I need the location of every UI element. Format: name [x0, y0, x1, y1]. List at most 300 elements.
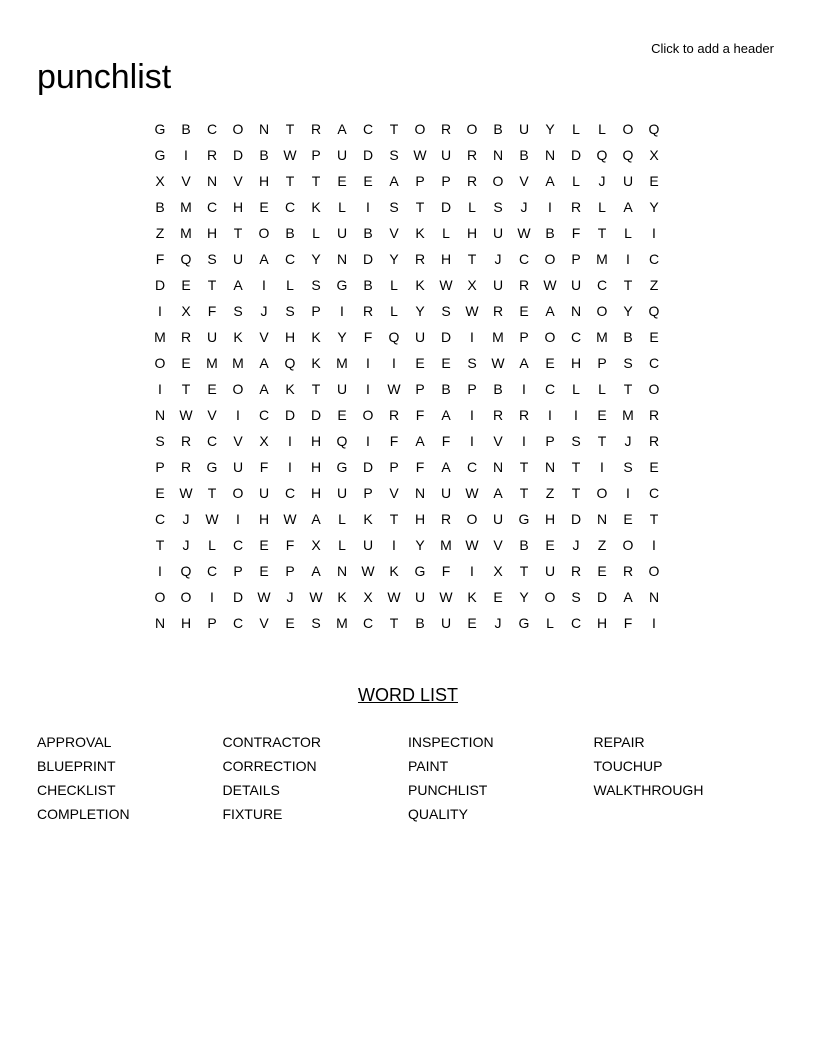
grid-letter: W — [309, 589, 323, 605]
grid-letter: O — [648, 563, 660, 579]
grid-letter: F — [441, 563, 451, 579]
grid-letter: N — [648, 589, 660, 605]
grid-letter: D — [284, 407, 296, 423]
grid-letter: P — [389, 459, 399, 475]
grid-letter: N — [154, 615, 166, 631]
grid-letter: S — [441, 303, 451, 319]
grid-letter: H — [544, 511, 556, 527]
grid-letter: J — [182, 537, 190, 553]
grid-letter: K — [311, 329, 321, 345]
grid-letter: C — [570, 329, 582, 345]
grid-letter: G — [414, 563, 426, 579]
grid-letter: M — [232, 355, 244, 371]
grid-letter: A — [623, 199, 633, 215]
grid-letter: R — [570, 199, 582, 215]
grid-letter: C — [206, 121, 218, 137]
grid-letter: A — [311, 511, 321, 527]
grid-letter: T — [311, 173, 321, 189]
grid-letter: C — [648, 355, 660, 371]
grid-letter: L — [572, 121, 580, 137]
grid-letter: T — [181, 381, 191, 397]
grid-letter: E — [441, 355, 451, 371]
grid-letter: B — [285, 225, 295, 241]
grid-letter: T — [571, 485, 581, 501]
grid-letter: M — [206, 355, 218, 371]
grid-letter: W — [439, 277, 453, 293]
grid-letter: U — [492, 511, 504, 527]
grid-letter: B — [363, 225, 373, 241]
grid-letter: Q — [648, 303, 660, 319]
grid-letter: N — [544, 147, 556, 163]
grid-letter: C — [570, 615, 582, 631]
grid-letter: E — [181, 277, 191, 293]
grid-letter: G — [518, 615, 530, 631]
grid-letter: W — [283, 147, 297, 163]
grid-letter: C — [206, 433, 218, 449]
grid-letter: O — [622, 537, 634, 553]
word-list-item: PUNCHLIST — [408, 782, 488, 798]
grid-letter: A — [311, 563, 321, 579]
document-title: punchlist — [37, 57, 172, 96]
grid-letter: E — [519, 303, 529, 319]
grid-letter: I — [652, 225, 656, 241]
grid-letter: B — [181, 121, 191, 137]
grid-letter: B — [155, 199, 165, 215]
grid-letter: U — [440, 615, 452, 631]
grid-letter: H — [206, 225, 218, 241]
grid-letter: V — [259, 329, 269, 345]
grid-letter: O — [466, 121, 478, 137]
grid-letter: C — [544, 381, 556, 397]
grid-letter: K — [337, 589, 347, 605]
grid-letter: D — [310, 407, 322, 423]
grid-letter: N — [492, 147, 504, 163]
grid-letter: D — [440, 329, 452, 345]
grid-letter: T — [389, 511, 399, 527]
grid-letter: N — [544, 459, 556, 475]
grid-letter: X — [311, 537, 321, 553]
grid-letter: U — [518, 121, 530, 137]
grid-letter: U — [622, 173, 634, 189]
grid-letter: D — [232, 147, 244, 163]
grid-letter: O — [154, 355, 166, 371]
grid-letter: A — [441, 459, 451, 475]
grid-letter: I — [470, 433, 474, 449]
grid-letter: Y — [545, 121, 555, 137]
grid-letter: V — [493, 433, 503, 449]
grid-letter: U — [258, 485, 270, 501]
grid-letter: I — [288, 433, 292, 449]
grid-letter: Q — [648, 121, 660, 137]
grid-letter: W — [205, 511, 219, 527]
grid-letter: S — [155, 433, 165, 449]
grid-letter: T — [389, 121, 399, 137]
grid-letter: U — [336, 225, 348, 241]
grid-letter: N — [570, 303, 582, 319]
grid-letter: J — [598, 173, 606, 189]
grid-letter: J — [494, 251, 502, 267]
grid-letter: F — [363, 329, 373, 345]
grid-letter: I — [366, 381, 370, 397]
grid-letter: P — [571, 251, 581, 267]
grid-letter: R — [414, 251, 426, 267]
grid-letter: R — [206, 147, 218, 163]
grid-letter: I — [548, 407, 552, 423]
grid-letter: N — [336, 251, 348, 267]
grid-letter: T — [597, 433, 607, 449]
grid-letter: Y — [415, 303, 425, 319]
grid-letter: U — [414, 329, 426, 345]
grid-letter: T — [519, 485, 529, 501]
grid-letter: M — [336, 615, 348, 631]
grid-letter: F — [155, 251, 165, 267]
grid-letter: V — [519, 173, 529, 189]
word-list-item: WALKTHROUGH — [593, 782, 704, 798]
grid-letter: B — [623, 329, 633, 345]
grid-letter: S — [493, 199, 503, 215]
grid-letter: C — [284, 251, 296, 267]
grid-letter: C — [362, 121, 374, 137]
grid-letter: U — [414, 589, 426, 605]
word-list-heading: WORD LIST — [357, 685, 458, 705]
grid-letter: F — [259, 459, 269, 475]
grid-letter: D — [596, 589, 608, 605]
grid-letter: F — [415, 407, 425, 423]
grid-letter: H — [180, 615, 192, 631]
grid-letter: T — [155, 537, 165, 553]
word-list-item: CHECKLIST — [37, 782, 116, 798]
grid-letter: O — [232, 485, 244, 501]
grid-letter: G — [206, 459, 218, 475]
grid-letter: I — [366, 199, 370, 215]
grid-letter: V — [389, 225, 399, 241]
grid-letter: D — [570, 147, 582, 163]
grid-letter: K — [311, 355, 321, 371]
grid-letter: R — [466, 147, 478, 163]
grid-letter: W — [361, 563, 375, 579]
grid-letter: X — [467, 277, 477, 293]
grid-letter: R — [466, 173, 478, 189]
grid-letter: W — [439, 589, 453, 605]
grid-letter: S — [623, 459, 633, 475]
grid-letter: C — [206, 563, 218, 579]
grid-letter: V — [233, 433, 243, 449]
grid-letter: Y — [311, 251, 321, 267]
word-list — [37, 730, 779, 826]
grid-letter: I — [522, 433, 526, 449]
grid-letter: J — [286, 589, 294, 605]
grid-letter: D — [570, 511, 582, 527]
grid-letter: D — [440, 199, 452, 215]
grid-letter: I — [470, 563, 474, 579]
grid-letter: P — [545, 433, 555, 449]
word-list-item: INSPECTION — [408, 734, 494, 750]
grid-letter: I — [470, 407, 474, 423]
word-list-item: CONTRACTOR — [222, 734, 322, 750]
grid-letter: L — [598, 199, 606, 215]
grid-letter: E — [545, 537, 555, 553]
grid-letter: E — [649, 329, 659, 345]
grid-letter: H — [570, 355, 582, 371]
grid-letter: W — [179, 485, 193, 501]
grid-letter: L — [390, 303, 398, 319]
grid-letter: L — [572, 381, 580, 397]
grid-letter: P — [519, 329, 529, 345]
grid-letter: U — [336, 147, 348, 163]
grid-letter: F — [571, 225, 581, 241]
word-list-item: QUALITY — [408, 806, 468, 822]
grid-letter: T — [649, 511, 659, 527]
grid-letter: R — [440, 121, 452, 137]
grid-letter: L — [338, 537, 346, 553]
grid-letter: B — [415, 615, 425, 631]
grid-letter: H — [414, 511, 426, 527]
grid-letter: G — [154, 147, 166, 163]
grid-letter: I — [236, 511, 240, 527]
grid-letter: R — [492, 407, 504, 423]
grid-letter: S — [311, 615, 321, 631]
grid-letter: E — [259, 537, 269, 553]
grid-letter: B — [259, 147, 269, 163]
grid-letter: I — [158, 563, 162, 579]
grid-letter: A — [259, 251, 269, 267]
grid-letter: U — [570, 277, 582, 293]
grid-letter: X — [155, 173, 165, 189]
grid-letter: T — [207, 277, 217, 293]
grid-letter: R — [440, 511, 452, 527]
grid-letter: U — [232, 251, 244, 267]
grid-letter: P — [233, 563, 243, 579]
grid-letter: E — [597, 407, 607, 423]
grid-letter: C — [466, 459, 478, 475]
grid-letter: A — [259, 355, 269, 371]
grid-letter: L — [338, 199, 346, 215]
grid-letter: O — [648, 381, 660, 397]
grid-letter: I — [600, 459, 604, 475]
grid-letter: A — [259, 381, 269, 397]
grid-letter: I — [626, 251, 630, 267]
grid-letter: Y — [389, 251, 399, 267]
grid-letter: N — [258, 121, 270, 137]
grid-letter: W — [387, 589, 401, 605]
grid-letter: L — [598, 121, 606, 137]
grid-letter: S — [571, 433, 581, 449]
grid-letter: O — [258, 225, 270, 241]
grid-letter: E — [623, 511, 633, 527]
grid-letter: B — [441, 381, 451, 397]
grid-letter: O — [232, 121, 244, 137]
grid-letter: E — [467, 615, 477, 631]
grid-letter: T — [285, 173, 295, 189]
grid-letter: O — [622, 121, 634, 137]
grid-letter: L — [312, 225, 320, 241]
grid-letter: O — [492, 173, 504, 189]
grid-letter: B — [519, 147, 529, 163]
grid-letter: M — [180, 225, 192, 241]
grid-letter: K — [233, 329, 243, 345]
grid-letter: J — [260, 303, 268, 319]
grid-letter: L — [546, 615, 554, 631]
grid-letter: I — [184, 147, 188, 163]
grid-letter: H — [466, 225, 478, 241]
grid-letter: U — [544, 563, 556, 579]
grid-letter: S — [285, 303, 295, 319]
word-list-item: CORRECTION — [222, 758, 317, 774]
grid-letter: H — [310, 485, 322, 501]
grid-letter: T — [571, 459, 581, 475]
grid-letter: M — [596, 251, 608, 267]
grid-letter: L — [468, 199, 476, 215]
grid-letter: R — [180, 459, 192, 475]
grid-letter: Y — [623, 303, 633, 319]
grid-letter: K — [415, 277, 425, 293]
grid-letter: C — [206, 199, 218, 215]
grid-letter: L — [286, 277, 294, 293]
grid-letter: U — [336, 485, 348, 501]
grid-letter: T — [285, 121, 295, 137]
grid-letter: O — [544, 589, 556, 605]
grid-letter: W — [413, 147, 427, 163]
grid-letter: W — [543, 277, 557, 293]
grid-letter: I — [574, 407, 578, 423]
grid-letter: O — [544, 251, 556, 267]
grid-letter: H — [310, 459, 322, 475]
grid-letter: W — [465, 537, 479, 553]
grid-letter: K — [415, 225, 425, 241]
grid-letter: X — [363, 589, 373, 605]
grid-letter: D — [154, 277, 166, 293]
grid-letter: Q — [180, 563, 192, 579]
grid-letter: P — [311, 303, 321, 319]
grid-letter: L — [208, 537, 216, 553]
grid-letter: Q — [622, 147, 634, 163]
grid-letter: T — [207, 485, 217, 501]
word-list-item: TOUCHUP — [593, 758, 663, 774]
grid-letter: Z — [649, 277, 659, 293]
grid-letter: H — [596, 615, 608, 631]
grid-letter: R — [180, 433, 192, 449]
grid-letter: S — [207, 251, 217, 267]
grid-letter: O — [232, 381, 244, 397]
grid-letter: X — [181, 303, 191, 319]
grid-letter: D — [362, 147, 374, 163]
grid-letter: I — [236, 407, 240, 423]
grid-letter: J — [572, 537, 580, 553]
grid-letter: K — [389, 563, 399, 579]
grid-letter: H — [258, 173, 270, 189]
grid-letter: G — [154, 121, 166, 137]
grid-letter: J — [494, 615, 502, 631]
grid-letter: E — [363, 173, 373, 189]
grid-letter: M — [596, 329, 608, 345]
grid-letter: I — [548, 199, 552, 215]
grid-letter: Q — [388, 329, 400, 345]
grid-letter: Y — [415, 537, 425, 553]
grid-letter: E — [337, 407, 347, 423]
grid-letter: F — [623, 615, 633, 631]
add-header-placeholder[interactable]: Click to add a header — [651, 41, 774, 56]
grid-letter: I — [366, 355, 370, 371]
grid-letter: T — [389, 615, 399, 631]
grid-letter: U — [440, 485, 452, 501]
grid-letter: W — [517, 225, 531, 241]
grid-letter: S — [571, 589, 581, 605]
grid-letter: Z — [545, 485, 555, 501]
grid-letter: E — [181, 355, 191, 371]
grid-letter: Q — [336, 433, 348, 449]
grid-letter: A — [545, 303, 555, 319]
grid-letter: A — [623, 589, 633, 605]
grid-letter: X — [259, 433, 269, 449]
grid-letter: M — [492, 329, 504, 345]
grid-letter: E — [649, 459, 659, 475]
grid-letter: O — [154, 589, 166, 605]
grid-letter: P — [155, 459, 165, 475]
grid-letter: E — [285, 615, 295, 631]
grid-letter: T — [623, 277, 633, 293]
word-list-item: PAINT — [408, 758, 449, 774]
grid-letter: I — [210, 589, 214, 605]
grid-letter: I — [262, 277, 266, 293]
grid-letter: O — [596, 485, 608, 501]
word-list-item: BLUEPRINT — [37, 758, 116, 774]
grid-letter: D — [362, 251, 374, 267]
grid-letter: Z — [155, 225, 165, 241]
grid-letter: H — [310, 433, 322, 449]
grid-letter: T — [311, 381, 321, 397]
grid-letter: R — [492, 303, 504, 319]
grid-letter: C — [232, 615, 244, 631]
grid-letter: R — [310, 121, 322, 137]
grid-letter: I — [366, 433, 370, 449]
word-list-item: REPAIR — [593, 734, 645, 750]
grid-letter: E — [259, 563, 269, 579]
grid-letter: I — [288, 459, 292, 475]
grid-letter: R — [570, 563, 582, 579]
grid-letter: T — [597, 225, 607, 241]
grid-letter: V — [181, 173, 191, 189]
grid-letter: F — [441, 433, 451, 449]
grid-letter: O — [362, 407, 374, 423]
word-search-grid — [147, 116, 669, 636]
grid-letter: G — [518, 511, 530, 527]
grid-letter: F — [285, 537, 295, 553]
grid-letter: O — [180, 589, 192, 605]
grid-letter: J — [520, 199, 528, 215]
grid-letter: R — [362, 303, 374, 319]
grid-letter: M — [154, 329, 166, 345]
grid-letter: R — [180, 329, 192, 345]
grid-letter: U — [492, 225, 504, 241]
grid-letter: S — [311, 277, 321, 293]
grid-letter: C — [258, 407, 270, 423]
grid-letter: H — [232, 199, 244, 215]
grid-letter: Y — [337, 329, 347, 345]
grid-letter: F — [415, 459, 425, 475]
grid-letter: Z — [597, 537, 607, 553]
grid-letter: W — [387, 381, 401, 397]
grid-letter: B — [493, 381, 503, 397]
grid-letter: P — [597, 355, 607, 371]
grid-letter: R — [518, 277, 530, 293]
grid-letter: V — [233, 173, 243, 189]
grid-letter: B — [363, 277, 373, 293]
grid-letter: T — [233, 225, 243, 241]
grid-letter: S — [233, 303, 243, 319]
grid-letter: D — [232, 589, 244, 605]
grid-letter: S — [389, 147, 399, 163]
grid-letter: R — [648, 433, 660, 449]
